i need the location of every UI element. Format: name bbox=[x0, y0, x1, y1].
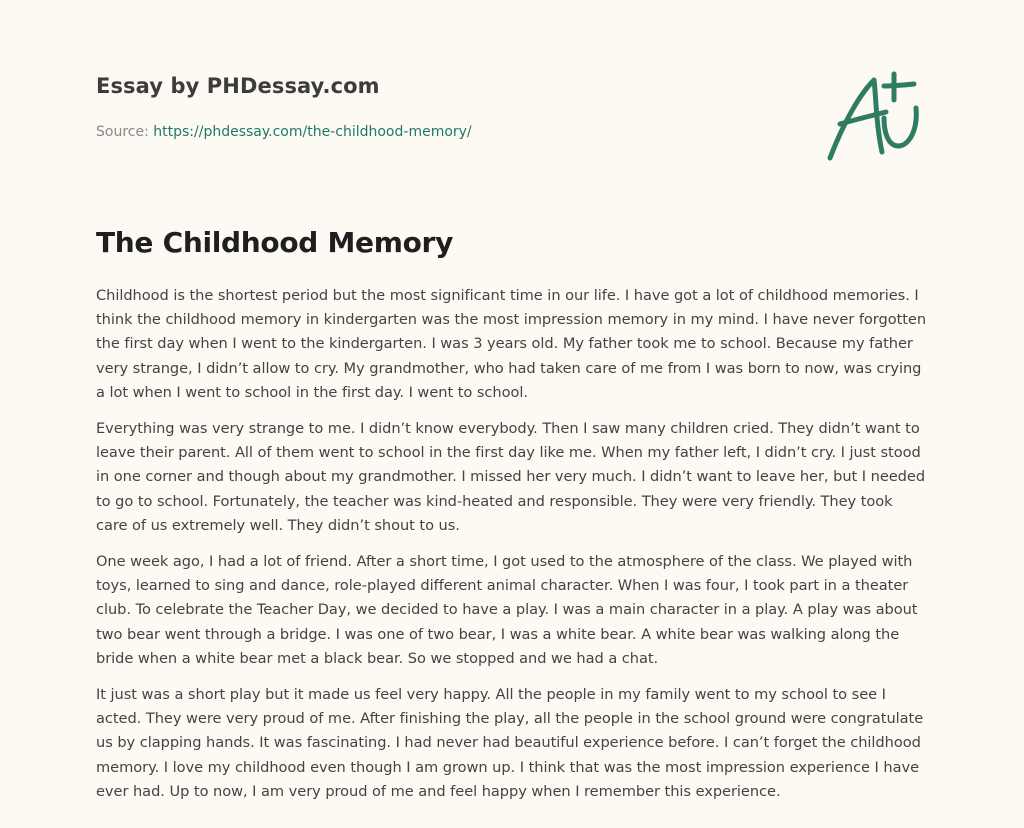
essay-paragraph: It just was a short play but it made us feel very happy. All the people in my family went to my school to see I acted. They were very proud of me. After finishing the play, all the people in the school ground were congratulate us by clapping hands. It was fascinating. I had never had beautiful experience before. I can’t forget the childhood memory. I love my childhood even though I am grown up. I think that was the most impression experience I have ever had. Up to now, I am very proud of me and feel happy when I remember this experience. bbox=[96, 686, 924, 800]
essay-body bbox=[96, 284, 928, 816]
source-line bbox=[96, 124, 472, 140]
source-link[interactable]: https://phdessay.com/the-childhood-memory/ bbox=[153, 124, 472, 140]
essay-page bbox=[96, 0, 928, 828]
essay-paragraph: Everything was very strange to me. I didn’t know everybody. Then I saw many children cried. They didn’t want to leave their parent. All of them went to school in the first day like me. When my father left, I didn’t cry. I just stood in one corner and though about my grandmother. I missed her very much. I didn’t want to leave her, but I needed to go to school. Fortunately, the teacher was kind-heated and responsible. They were very friendly. They took care of us extremely well. They didn’t shout to us. bbox=[96, 420, 926, 534]
site-brand: Essay by PHDessay.com bbox=[96, 74, 380, 98]
a-plus-grade-icon bbox=[826, 66, 926, 166]
essay-title: The Childhood Memory bbox=[96, 226, 454, 259]
essay-paragraph: Childhood is the shortest period but the most significant time in our life. I have got a lot of childhood memories. I think the childhood memory in kindergarten was the most impression memory in my mind. I have never forgotten the first day when I went to the kindergarten. I was 3 years old. My father took me to school. Because my father very strange, I didn’t allow to cry. My grandmother, who had taken care of me from I was born to now, was crying a lot when I went to school in the first day. I went to school. bbox=[96, 287, 927, 401]
essay-paragraph: One week ago, I had a lot of friend. After a short time, I got used to the atmosphere of the class. We played with toys, learned to sing and dance, role-played different animal character. When I was four, I took part in a theater club. To celebrate the Teacher Day, we decided to have a play. I was a main character in a play. A play was about two bear went through a bridge. I was one of two bear, I was a white bear. A white bear was walking along the bride when a white bear met a black bear. So we stopped and we had a chat. bbox=[96, 553, 918, 667]
source-label: Source: bbox=[96, 124, 154, 140]
